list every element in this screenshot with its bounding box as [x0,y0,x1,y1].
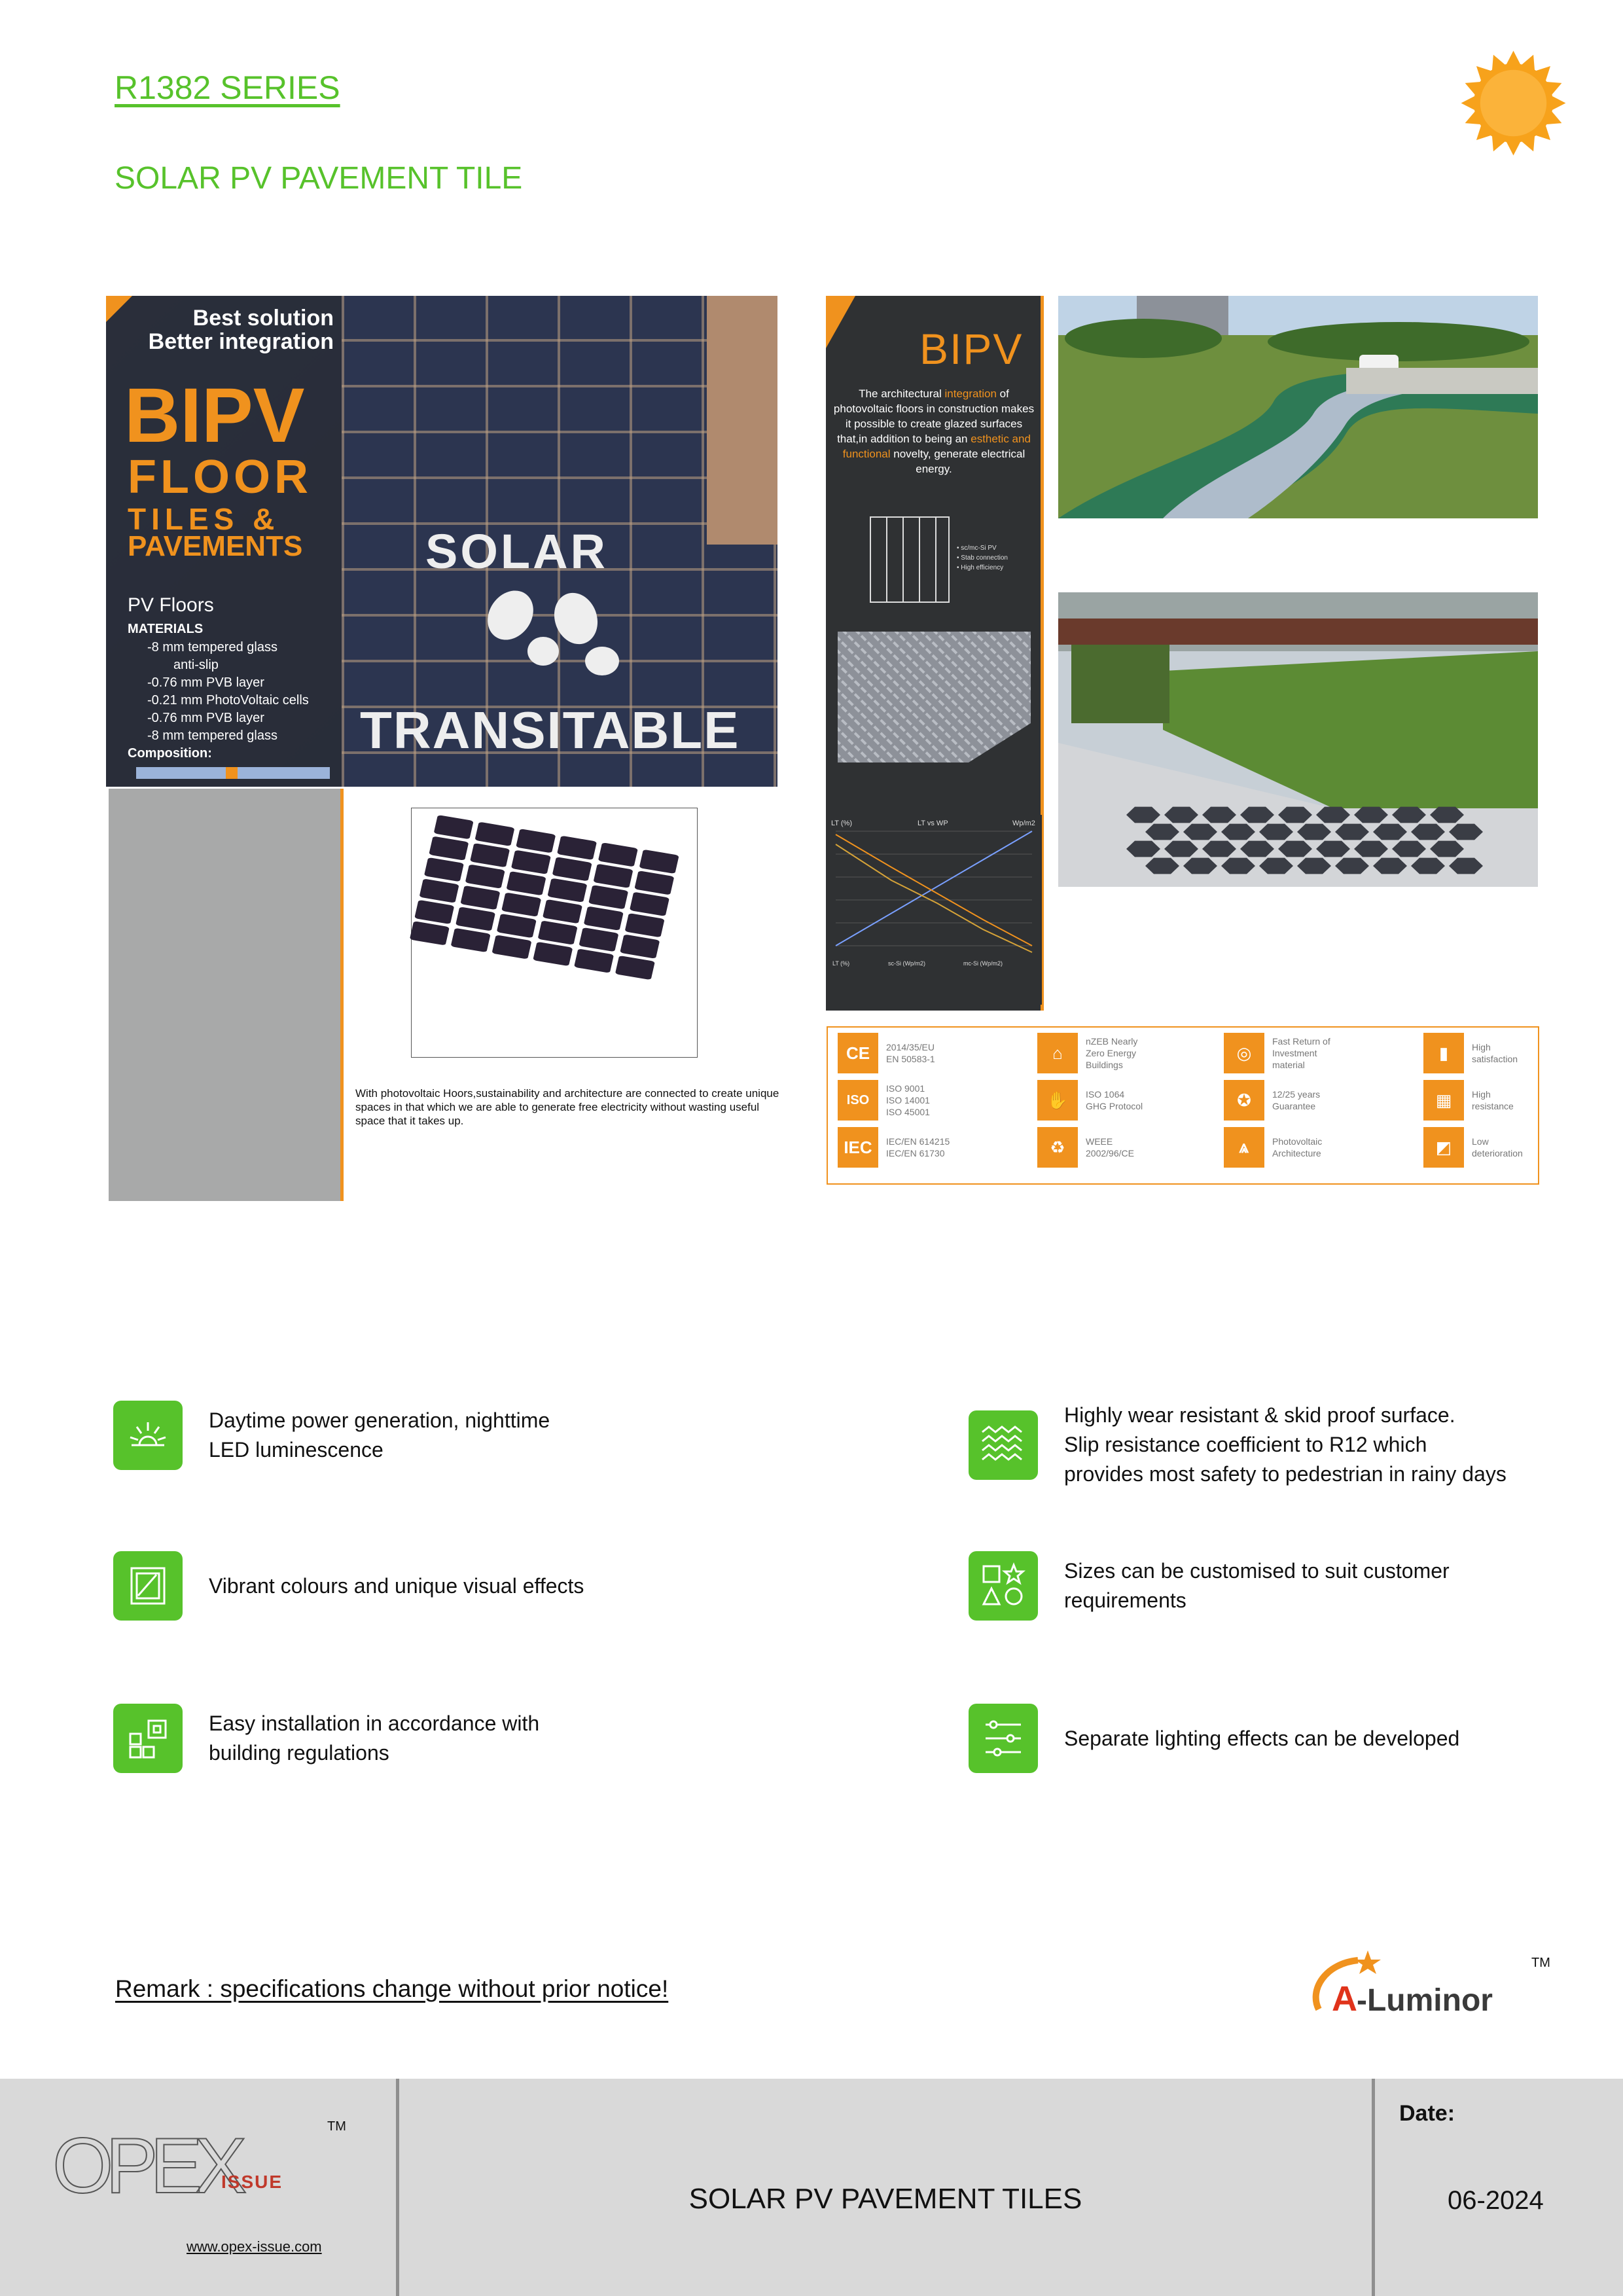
website-link[interactable]: www.opex-issue.com [187,2238,322,2255]
badge-icon: ✪ [1224,1080,1264,1121]
a-luminor-logo [1306,1937,1554,2029]
curved-solar-path-photo [1058,296,1538,518]
bipv-highlight-2: esthetic and functional [842,433,1031,460]
chart-legend: LT (%) [832,960,850,967]
cert-item [838,1127,950,1168]
date-label: Date: [1399,2101,1455,2126]
feature-text: Highly wear resistant & skid proof surface. Slip resistance coefficient to R12 which provides most safety to pedestrian in rainy days [1064,1403,1507,1486]
cert-item [1037,1033,1137,1073]
cert-item [1224,1127,1322,1168]
iec-icon: IEC [838,1127,878,1168]
cert-item [1423,1127,1523,1168]
cert-text: ISO 1064 GHG Protocol [1086,1089,1143,1111]
lt-vs-wp-chart [826,815,1042,1005]
recycle-icon: ♻ [1037,1127,1078,1168]
panel-diagram [851,504,1027,622]
poster-pv-floors: PV Floors [128,594,214,616]
opex-wordmark: OPEX [52,2122,240,2210]
feature-item [969,1401,1507,1489]
cert-text: High resistance [1472,1089,1514,1111]
poster-floor: FLOOR [128,451,312,503]
ce-icon: CE [838,1033,878,1073]
footprints-icon [452,589,661,687]
opex-issue-logo [52,2111,346,2222]
cert-item [838,1033,935,1073]
cert-text: Fast Return of Investment material [1272,1036,1330,1070]
material-item: -8 mm tempered glass [147,728,277,743]
poster-tiles: TILES & [128,502,280,536]
cert-item [1224,1080,1320,1121]
chart-right-label: Wp/m2 [1012,819,1035,827]
cert-item [1037,1080,1143,1121]
feature-text: Separate lighting effects can be developed [1064,1726,1460,1750]
cert-item [1037,1127,1134,1168]
feature-text: Easy installation in accordance with building regulations [209,1712,540,1765]
bipv-highlight-1: integration [944,387,997,400]
pv-panel-image [411,808,698,1058]
remark-notice: Remark : specifications change without prior notice! [115,1975,669,2002]
series-title: R1382 SERIES [115,69,340,106]
cert-item [838,1080,930,1121]
glass-texture-image [838,632,1031,762]
chart-legend: sc-Si (Wp/m2) [888,960,925,967]
cert-text: 12/25 years Guarantee [1272,1089,1321,1111]
nzeb-icon: ⌂ [1037,1033,1078,1073]
sun-icon [1450,39,1577,167]
hexagon-tile-terrace-photo [1058,592,1538,887]
diagram-note: • Stab connection [957,554,1008,562]
install-icon [113,1704,183,1773]
bipv-text-3: novelty, generate electrical energy. [890,448,1026,475]
sliders-icon [969,1704,1038,1773]
logo-a: A [1332,1979,1357,2018]
cert-item [1423,1080,1514,1121]
tagline-line-2: Better integration [148,329,334,354]
cert-text: Photovoltaic Architecture [1272,1136,1323,1158]
wood-floor [707,296,777,545]
poster-tagline [131,306,334,353]
chart-legend: mc-Si (Wp/m2) [963,960,1003,967]
grey-spacer [109,789,340,1201]
color-icon [113,1551,183,1621]
poster-bipv: BIPV [124,372,305,459]
opex-tm: TM [327,2119,346,2134]
bars-icon: ▮ [1423,1033,1464,1073]
cert-text: ISO 9001 ISO 14001 ISO 45001 [886,1083,930,1117]
poster-pavements: PAVEMENTS [128,530,303,562]
cert-item [1423,1033,1518,1073]
footer-title: SOLAR PV PAVEMENT TILES [688,2183,1082,2215]
cert-text: High satisfaction [1472,1042,1518,1064]
logo-tm: TM [1531,1956,1550,1970]
orange-divider [340,789,344,1201]
poster-solar: SOLAR [425,524,608,579]
product-subtitle: SOLAR PV PAVEMENT TILE [115,161,523,196]
feature-item [969,1551,1450,1621]
material-item: -0.21 mm PhotoVoltaic cells [147,693,309,708]
feature-item [969,1704,1459,1773]
bipv-corner [826,296,855,348]
logo-luminor: -Luminor [1357,1983,1493,2018]
coins-icon: ◎ [1224,1033,1264,1073]
wave-icon [969,1410,1038,1480]
footer-divider [1372,2079,1375,2296]
fold-icon: ◩ [1423,1127,1464,1168]
foot-icon: ✋ [1037,1080,1078,1121]
cert-text: 2014/35/EU EN 50583-1 [886,1042,935,1064]
material-item: -8 mm tempered glass [147,640,277,655]
cert-text: nZEB Nearly Zero Energy Buildings [1086,1036,1138,1070]
poster-transitable: TRANSITABLE [360,701,740,759]
poster-composition-label: Composition: [128,746,212,761]
shapes-icon [969,1551,1038,1621]
cert-text: WEEE 2002/96/CE [1086,1136,1134,1158]
composition-marker [226,767,238,779]
material-item: anti-slip [173,658,219,672]
tagline-line-1: Best solution [192,306,334,331]
grid-icon: ▦ [1423,1080,1464,1121]
led-icon [113,1401,183,1470]
cert-item [1224,1033,1330,1073]
iso-icon: ISO [838,1080,878,1121]
chart-left-label: LT (%) [831,819,852,827]
material-item: -0.76 mm PVB layer [147,675,264,690]
compass-icon: ⩓ [1224,1127,1264,1168]
feature-item [113,1401,550,1470]
feature-text: Vibrant colours and unique visual effects [209,1573,584,1598]
floors-caption: With photovoltaic Hoors,sustainability and architecture are connected to create unique spaces in that which we are able to generate free electricity without wasting useful space that it takes up. [355,1087,779,1127]
bipv-description [832,386,1035,476]
feature-item [113,1551,584,1621]
material-item: -0.76 mm PVB layer [147,711,264,725]
diagram-note: • High efficiency [957,564,1004,571]
feature-item [113,1704,539,1773]
poster-corner [106,296,132,322]
poster-materials-list [147,639,309,745]
cert-text: IEC/EN 614215 IEC/EN 61730 [886,1136,950,1158]
cert-text: Low deterioration [1472,1136,1523,1158]
chart-title: LT vs WP [918,819,948,827]
issue-wordmark: ISSUE [221,2172,283,2192]
poster-materials-label: MATERIALS [128,622,204,636]
bipv-title: BIPV [919,325,1024,373]
diagram-note: • sc/mc-Si PV [957,545,997,552]
certifications-box [827,1026,1539,1185]
feature-text: Sizes can be customised to suit customer requirements [1064,1559,1450,1612]
date-value: 06-2024 [1448,2186,1544,2215]
bipv-text-2: of photovoltaic floors in construction makes it possible to create glazed surfaces that,in addition to being an [833,387,1035,445]
feature-text: Daytime power generation, nighttime LED luminescence [209,1408,550,1462]
bipv-text-1: The architectural [859,387,945,400]
